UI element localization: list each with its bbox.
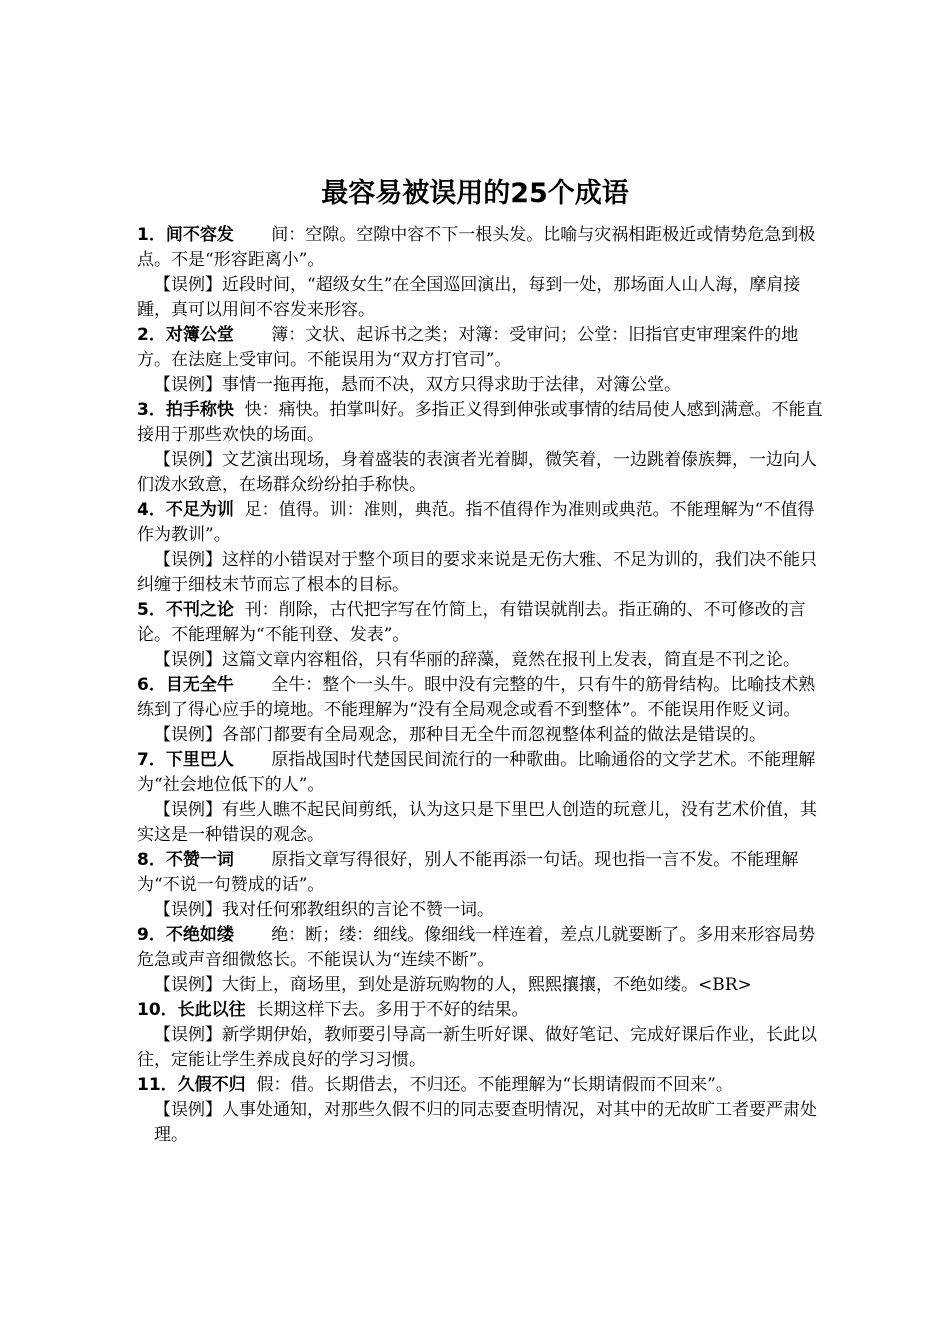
- idiom-entry: [137, 323, 827, 373]
- entry-number: 10．: [137, 1000, 178, 1020]
- idiom-term: 下里巴人: [165, 750, 234, 770]
- idiom-definition: 假：借。长期借去，不归还。不能理解为“长期请假而不回来”。: [256, 1075, 733, 1095]
- idiom-entry: [137, 748, 827, 798]
- idiom-term: 目无全牛: [165, 675, 234, 695]
- idiom-definition: 原指战国时代楚国民间流行的一种歌曲。比喻通俗的文学艺术。不能理解为“社会地位低下的人”。: [137, 750, 816, 795]
- idiom-entry: [137, 923, 827, 973]
- idiom-term: 不赞一词: [165, 850, 234, 870]
- document-title: 最容易被误用的25个成语: [321, 178, 629, 209]
- idiom-term: 久假不归: [177, 1075, 246, 1095]
- wrong-example: 【误例】这篇文章内容粗俗，只有华丽的辞藻，竟然在报刊上发表，简直是不刊之论。: [154, 650, 800, 670]
- idiom-term: 不足为训: [165, 500, 234, 520]
- wrong-example: 【误例】有些人瞧不起民间剪纸，认为这只是下里巴人创造的玩意儿，没有艺术价值，其实这是一种错误的观念。: [137, 800, 817, 845]
- idiom-term: 不绝如缕: [165, 925, 234, 945]
- entry-number: 9．: [137, 925, 166, 945]
- wrong-example: 【误例】文艺演出现场，身着盛装的表演者光着脚，微笑着，一边跳着傣族舞，一边向人们泼水致意，在场群众纷纷拍手称快。: [137, 450, 817, 495]
- idiom-entry: [137, 598, 827, 648]
- idiom-definition: 簿：文状、起诉书之类；对簿：受审问；公堂：旧指官吏审理案件的地方。在法庭上受审问。不能误用为“双方打官司”。: [137, 325, 799, 370]
- idiom-definition: 快：痛快。拍掌叫好。多指正义得到伸张或事情的结局使人感到满意。不能直接用于那些欢快的场面。: [137, 400, 823, 445]
- wrong-example: 【误例】这样的小错误对于整个项目的要求来说是无伤大雅、不足为训的，我们决不能只纠缠于细枝末节而忘了根本的目标。: [137, 550, 817, 595]
- entry-number: 7．: [137, 750, 166, 770]
- wrong-example: 【误例】大街上，商场里，到处是游玩购物的人，熙熙攘攘，不绝如缕。<BR>: [154, 975, 752, 995]
- idiom-entry: [137, 223, 827, 273]
- entry-number: 4．: [137, 500, 166, 520]
- document-body: [137, 223, 827, 1148]
- idiom-term: 不刊之论: [165, 600, 234, 620]
- entry-number: 6．: [137, 675, 166, 695]
- idiom-term: 长此以往: [177, 1000, 246, 1020]
- idiom-entry: [137, 498, 827, 548]
- wrong-example: 【误例】事情一拖再拖，悬而不决，双方只得求助于法律，对簿公堂。: [154, 375, 681, 395]
- entry-number: 1．: [137, 225, 166, 245]
- entry-number: 11．: [137, 1075, 178, 1095]
- idiom-entry: [137, 998, 827, 1023]
- idiom-term: 拍手称快: [165, 400, 234, 420]
- idiom-definition: 刊：削除，古代把字写在竹简上，有错误就削去。指正确的、不可修改的言论。不能理解为“不能刊登、发表”。: [137, 600, 806, 645]
- idiom-entry: [137, 848, 827, 898]
- idiom-definition: 长期这样下去。多用于不好的结果。: [256, 1000, 529, 1020]
- idiom-entry: [137, 398, 827, 448]
- idiom-entry: [137, 673, 827, 723]
- wrong-example: 【误例】我对任何邪教组织的言论不赞一词。: [154, 900, 494, 920]
- idiom-term: 间不容发: [165, 225, 234, 245]
- wrong-example: 【误例】人事处通知，对那些久假不归的同志要查明情况，对其中的无故旷工者要严肃处理。: [154, 1100, 817, 1145]
- idiom-term: 对簿公堂: [165, 325, 234, 345]
- wrong-example: 【误例】各部门都要有全局观念，那种目无全牛而忽视整体利益的做法是错误的。: [154, 725, 766, 745]
- idiom-definition: 足：值得。训：准则，典范。指不值得作为准则或典范。不能理解为“不值得作为教训”。: [137, 500, 815, 545]
- entry-number: 8．: [137, 850, 166, 870]
- wrong-example: 【误例】近段时间，“超级女生”在全国巡回演出，每到一处，那场面人山人海，摩肩接踵，真可以用间不容发来形容。: [137, 275, 801, 320]
- entry-number: 2．: [137, 325, 166, 345]
- idiom-definition: 绝：断；缕：细线。像细线一样连着，差点儿就要断了。多用来形容局势危急或声音细微悠长。不能误认为“连续不断”。: [137, 925, 816, 970]
- wrong-example: 【误例】新学期伊始，教师要引导高一新生听好课、做好笔记、完成好课后作业，长此以往，定能让学生养成良好的学习习惯。: [137, 1025, 817, 1070]
- idiom-definition: 全牛：整个一头牛。眼中没有完整的牛，只有牛的筋骨结构。比喻技术熟练到了得心应手的境地。不能理解为“没有全局观念或看不到整体”。不能误用作贬义词。: [137, 675, 816, 720]
- idiom-entry: [137, 1073, 827, 1098]
- idiom-definition: 原指文章写得很好，别人不能再添一句话。现也指一言不发。不能理解为“不说一句赞成的话”。: [137, 850, 799, 895]
- idiom-definition: 间：空隙。空隙中容不下一根头发。比喻与灾祸相距极近或情势危急到极点。不是“形容距离小”。: [137, 225, 816, 270]
- entry-number: 3．: [137, 400, 166, 420]
- entry-number: 5．: [137, 600, 166, 620]
